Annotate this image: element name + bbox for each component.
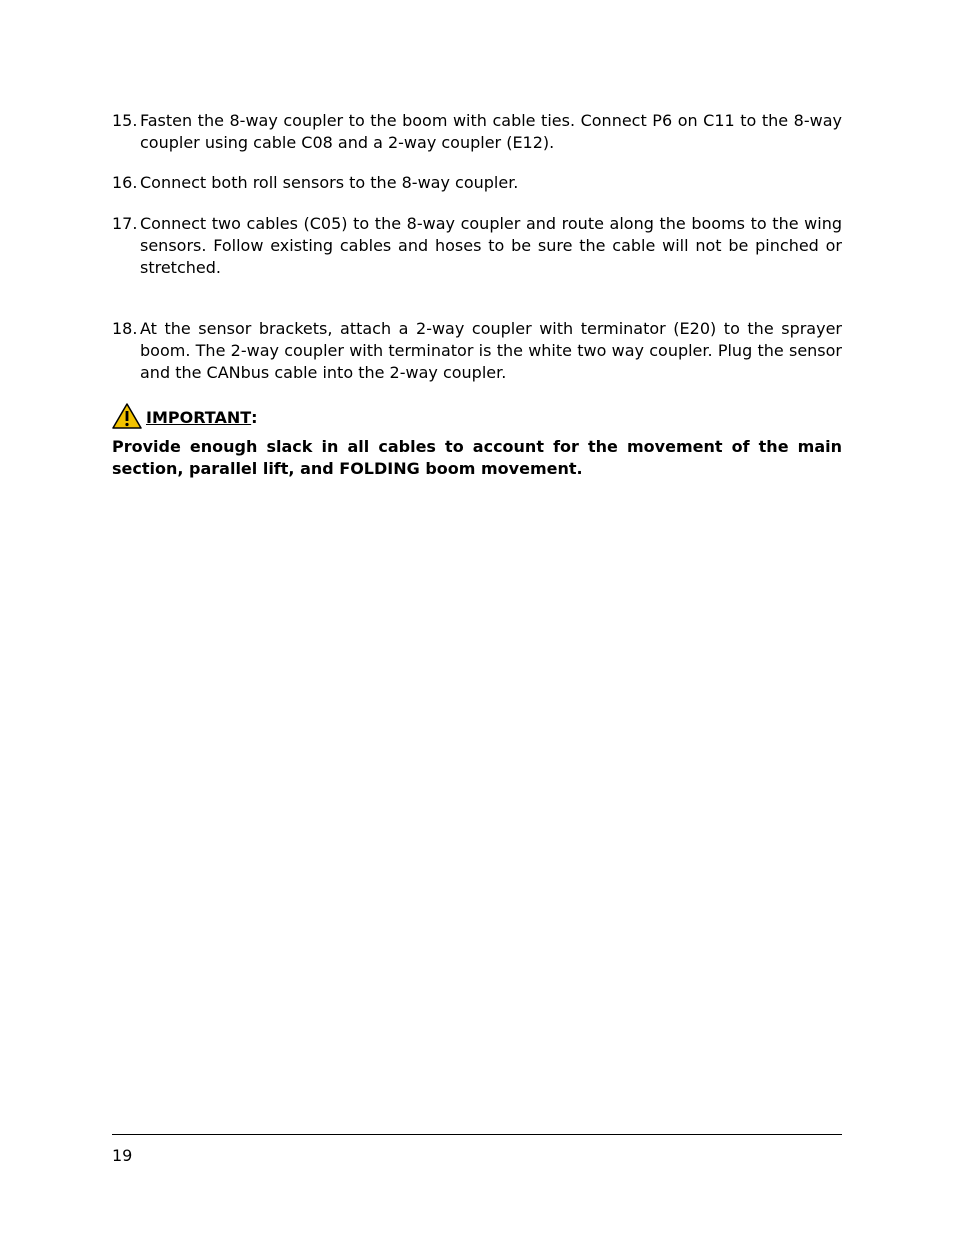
page-number: 19 xyxy=(112,1146,133,1165)
step-number: 16. xyxy=(112,173,138,192)
step-text: At the sensor brackets, attach a 2-way coupler with terminator (E20) to the sprayer boom. The 2-way coupler with terminator is the white two way coupler. Plug the sensor and the CANbus cable into the 2-way coupler. xyxy=(140,319,842,382)
step-number: 15. xyxy=(112,111,138,130)
step-number: 17. xyxy=(112,214,138,233)
step-text: Connect both roll sensors to the 8-way coupler. xyxy=(140,173,519,192)
step-text: Fasten the 8-way coupler to the boom with cable ties. Connect P6 on C11 to the 8-way coupler using cable C08 and a 2-way coupler (E12). xyxy=(140,111,842,152)
footer-divider xyxy=(112,1134,842,1135)
important-text: Provide enough slack in all cables to account for the movement of the main section, parallel lift, and FOLDING boom movement. xyxy=(112,437,842,478)
step-17 xyxy=(112,213,842,279)
step-number: 18. xyxy=(112,319,138,338)
step-15 xyxy=(112,110,842,154)
document-body xyxy=(112,108,842,480)
important-heading xyxy=(112,403,842,429)
step-text: Connect two cables (C05) to the 8-way coupler and route along the booms to the wing sensors. Follow existing cables and hoses to be sure the cable will not be pinched or stretched. xyxy=(140,214,842,277)
important-label: IMPORTANT xyxy=(146,408,252,427)
step-16 xyxy=(112,172,842,194)
step-18 xyxy=(112,318,842,384)
warning-triangle-icon xyxy=(112,403,142,429)
important-colon: : xyxy=(251,408,258,427)
